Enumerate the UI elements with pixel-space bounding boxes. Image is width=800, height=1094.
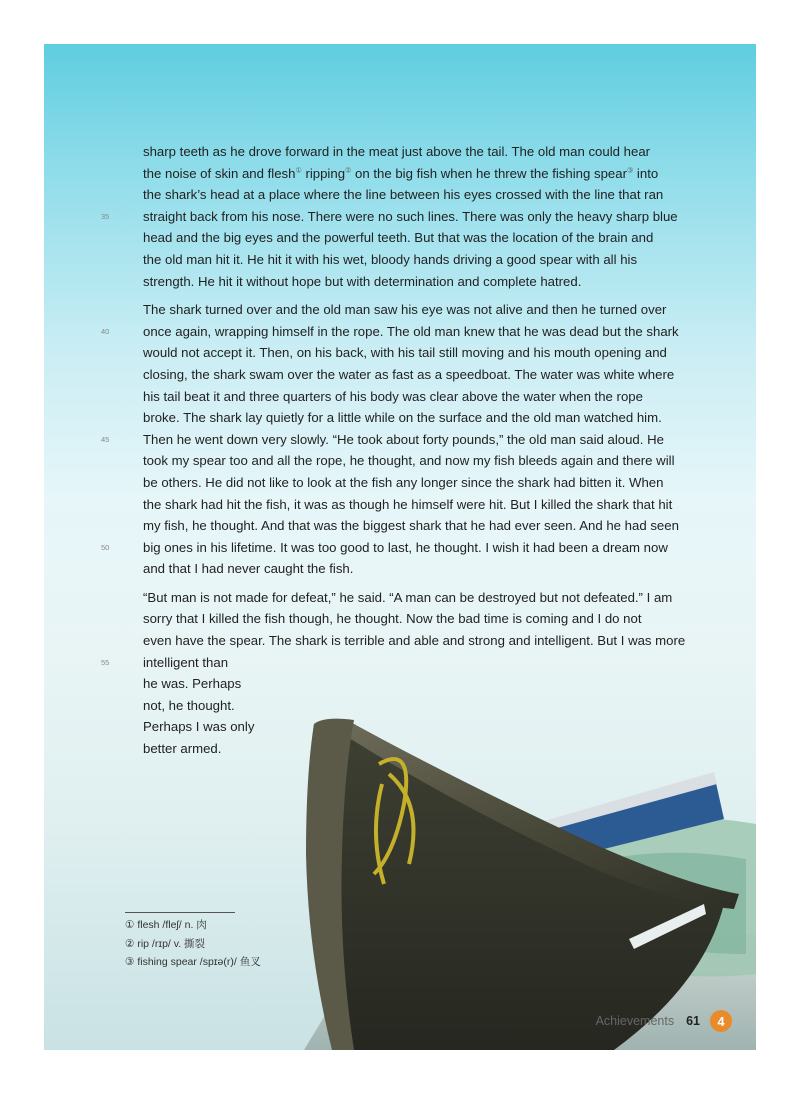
text-line: [101, 537, 703, 559]
text-segment: took my spear too and all the rope, he thought, and now my fish bleeds again and there will: [143, 453, 675, 469]
page-footer: [596, 1010, 732, 1032]
text-segment: the shark had hit the fish, it was as though he himself were hit. But I killed the shark that hit: [143, 496, 673, 512]
text-line: [101, 429, 703, 451]
text-segment: intelligent than: [143, 654, 229, 670]
line-number: 50: [101, 542, 110, 552]
text-line: [143, 227, 703, 249]
line-number: 40: [101, 326, 110, 336]
textbook-page: [44, 44, 756, 1050]
text-line: [143, 608, 703, 630]
text-segment: The shark turned over and the old man saw his eye was not alive and then he turned over: [143, 302, 667, 318]
text-line: [143, 342, 703, 364]
text-segment: sharp teeth as he drove forward in the meat just above the tail. The old man could hear: [143, 144, 651, 159]
text-segment: “But man is not made for defeat,” he said. “A man can be destroyed but not defeated.” I am: [143, 589, 673, 605]
text-line: [101, 321, 703, 343]
text-segment: his tail beat it and three quarters of his body was clear above the water when the rope: [143, 388, 643, 404]
story-text: [101, 141, 703, 767]
footnotes: [125, 912, 325, 972]
footnote: ② rip /rɪp/ v. 撕裂: [125, 937, 206, 950]
text-line: [143, 364, 703, 386]
text-segment: strength. He hit it without hope but with determination and complete hatred.: [143, 273, 582, 289]
text-segment: once again, wrapping himself in the rope. The old man knew that he was dead but the shark: [143, 323, 679, 339]
text-line: [101, 652, 703, 674]
text-line: [143, 407, 703, 429]
text-segment: into: [633, 165, 659, 181]
text-line: [101, 206, 703, 228]
text-segment: straight back from his nose. There were no such lines. There was only the heavy sharp blue: [143, 208, 678, 224]
unit-badge: 4: [710, 1010, 732, 1032]
line-number: 55: [101, 657, 110, 667]
text-segment: not, he thought.: [143, 697, 235, 713]
text-segment: closing, the shark swam over the water as fast as a speedboat. The water was white where: [143, 366, 675, 382]
text-line: [143, 494, 703, 516]
line-number: 45: [101, 434, 110, 444]
text-segment: even have the spear. The shark is terrible and able and strong and intelligent. But I was more: [143, 633, 686, 649]
text-line: [143, 695, 703, 717]
text-segment: broke. The shark lay quietly for a little while on the surface and the old man watched him.: [143, 410, 662, 426]
text-line: [143, 630, 703, 652]
text-segment: and that I had never caught the fish.: [143, 561, 354, 577]
text-line: [143, 184, 703, 206]
footnote: ① flesh /fleʃ/ n. 肉: [125, 919, 207, 931]
text-segment: on the big fish when he threw the fishing spear: [351, 165, 627, 181]
text-segment: sorry that I killed the fish though, he thought. Now the bad time is coming and I do not: [143, 611, 642, 627]
text-segment: the shark’s head at a place where the line between his eyes crossed with the line that ran: [143, 187, 664, 203]
text-line: [143, 716, 703, 738]
text-segment: be others. He did not like to look at the fish any longer since the shark had bitten it. When: [143, 474, 664, 490]
footnote-marker: ③: [626, 167, 634, 175]
text-segment: the noise of skin and flesh: [143, 165, 296, 181]
text-segment: big ones in his lifetime. It was too good to last, he thought. I wish it had been a dream now: [143, 539, 668, 555]
text-line: [143, 515, 703, 537]
text-segment: would not accept it. Then, on his back, with his tail still moving and his mouth opening and: [143, 345, 667, 361]
text-line: [143, 472, 703, 494]
text-line: [143, 271, 703, 293]
page-number: 61: [686, 1014, 700, 1028]
text-line: [143, 386, 703, 408]
text-line: [143, 450, 703, 472]
text-line: [143, 587, 703, 609]
text-line: [143, 673, 703, 695]
text-segment: better armed.: [143, 741, 222, 757]
footnote-divider: [125, 912, 235, 913]
text-segment: Perhaps I was only: [143, 719, 255, 735]
text-line: [143, 249, 703, 271]
footnote: ③ fishing spear /spɪə(r)/ 鱼叉: [125, 956, 261, 968]
text-line: [143, 141, 703, 163]
text-segment: my fish, he thought. And that was the biggest shark that he had ever seen. And he had seen: [143, 518, 679, 534]
text-line: [143, 299, 703, 321]
text-line: [143, 163, 703, 185]
footnote-marker: ②: [345, 167, 352, 175]
paragraph: [101, 141, 703, 292]
paragraph: [101, 587, 703, 760]
text-segment: he was. Perhaps: [143, 676, 242, 692]
footnote-marker: ①: [295, 167, 302, 175]
text-segment: the old man hit it. He hit it with his wet, bloody hands driving a good spear with all his: [143, 251, 638, 267]
text-segment: head and the big eyes and the powerful teeth. But that was the location of the brain and: [143, 230, 654, 246]
paragraph: [101, 299, 703, 580]
text-segment: ripping: [301, 165, 346, 181]
text-line: [143, 738, 703, 760]
line-number: 35: [101, 211, 110, 221]
unit-title: Achievements: [595, 1014, 675, 1028]
text-segment: Then he went down very slowly. “He took about forty pounds,” the old man said aloud. He: [143, 431, 664, 447]
text-line: [143, 558, 703, 580]
